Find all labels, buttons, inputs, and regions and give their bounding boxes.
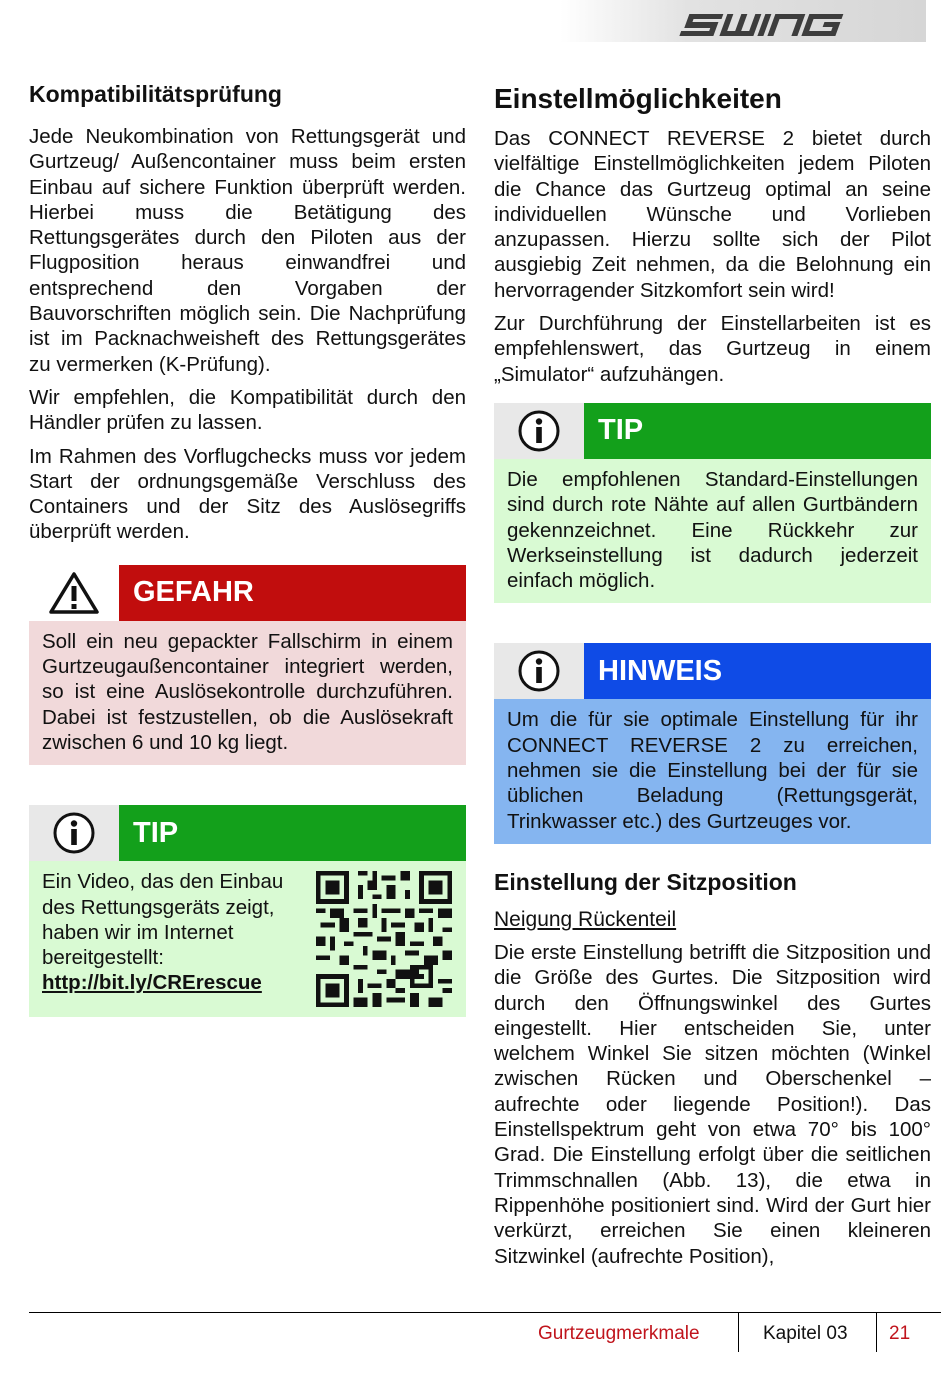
- section-heading: Einstellmöglichkeiten: [494, 83, 782, 114]
- danger-box-header: [29, 565, 466, 621]
- video-link[interactable]: http://bit.ly/CRErescue: [42, 971, 262, 995]
- subsection-heading: Einstellung der Sitzposition: [494, 868, 797, 895]
- info-icon: [494, 643, 584, 699]
- page-number: 21: [889, 1323, 911, 1344]
- qr-code[interactable]: [316, 871, 452, 1007]
- info-icon: [494, 403, 584, 459]
- tip-box-text: Die empfohlenen Standard-Einstellungen sind durch rote Nähte auf allen Gurtbändern gekennzeichnet. Eine Rückkehr zur Werkseinstellung ist dadurch jederzeit einfach möglich.: [494, 459, 931, 603]
- right-column: [494, 80, 931, 1277]
- tip-box-title: TIP: [119, 805, 466, 861]
- left-column: [29, 80, 466, 1017]
- paragraph: Zur Durchführung der Einstellarbeiten ist es empfehlenswert, das Gurtzeug in einem „Simulator“ aufzuhängen.: [494, 312, 931, 386]
- swing-logo: [677, 4, 877, 44]
- tip-box-title: TIP: [584, 403, 931, 459]
- footer-divider: [738, 1312, 739, 1352]
- note-box-header: [494, 643, 931, 699]
- tip-box-settings: [494, 403, 931, 603]
- footer-divider: [876, 1312, 877, 1352]
- tip-box-header: [494, 403, 931, 459]
- tip-box-text: Ein Video, das den Einbau des Rettungsgeräts zeigt, haben wir im Internet bereitgestellt:: [42, 870, 284, 970]
- paragraph: Im Rahmen des Vorflugchecks muss vor jedem Start der ordnungsgemäße Verschluss des Containers und der Sitz des Auslösegriffs überprüft werden.: [29, 444, 466, 544]
- footer-rule: [29, 1312, 941, 1313]
- paragraph: Jede Neukombination von Rettungsgerät und Gurtzeug/ Außencontainer muss beim ersten Einbau auf sichere Funktion überprüft werden. Hierbei muss die Betätigung des Rettungsgerätes durch den Piloten aus der Flugposition heraus einwandfrei und entsprechend den Vorgaben der Bauvorschriften möglich sein. Die Nachprüfung ist im Packnachweisheft des Rettungsgerätes zu vermerken (K-Prüfung).: [29, 125, 466, 376]
- footer-chapter: Kapitel 03: [763, 1323, 848, 1344]
- subsection-title: Neigung Rückenteil: [494, 907, 677, 931]
- info-icon: [29, 805, 119, 861]
- tip-box-video: [29, 805, 466, 1017]
- paragraph: Wir empfehlen, die Kompatibilität durch den Händler prüfen zu lassen.: [29, 385, 466, 435]
- danger-box-text: Soll ein neu gepackter Fallschirm in einem Gurtzeugaußencontainer integriert werden, so ist eine Auslösekontrolle durchzuführen. Dabei ist festzustellen, ob die Auslösekraft zwischen 6 und 10 kg liegt.: [29, 621, 466, 765]
- danger-box-title: GEFAHR: [119, 565, 466, 621]
- footer-section: Gurtzeugmerkmale: [538, 1323, 700, 1344]
- section-heading: Kompatibilitätsprüfung: [29, 81, 282, 107]
- tip-box-body: [29, 861, 466, 1017]
- warning-icon: [29, 565, 119, 621]
- note-box: [494, 643, 931, 843]
- note-box-text: Um die für sie optimale Einstellung für ihr CONNECT REVERSE 2 zu erreichen, nehmen sie die Einstellung bei der für sie üblichen Beladung (Rettungsgerät, Trinkwasser etc.) des Gurtzeuges vor.: [494, 699, 931, 843]
- note-box-title: HINWEIS: [584, 643, 931, 699]
- paragraph: Die erste Einstellung betrifft die Sitzposition und die Größe des Gurtes. Die Sitzposition wird durch den Öffnungswinkel des Gurtes eingestellt. Hier entscheiden Sie, unter welchem Winkel Sie sitzen möchten (Winkel zwischen Rücken und Oberschenkel – aufrechte oder liegende Position!). Das Einstellspektrum geht von etwa 70° bis 100° Grad. Die Einstellung erfolgt über die seitlichen Trimmschnallen (Abb. 13), die etwa in Rippenhöhe positioniert sind. Wird der Gurt hier verkürzt, erreichen Sie einen kleineren Sitzwinkel (aufrechte Position),: [494, 940, 931, 1268]
- paragraph: Das CONNECT REVERSE 2 bietet durch vielfältige Einstellmöglichkeiten jedem Piloten die Chance das Gurtzeug optimal an seine individuellen Wünsche und Vorlieben anzupassen. Hierzu sollte sich der Pilot ausgiebig Zeit nehmen, da die Belohnung ein hervorragender Sitzkomfort sein wird!: [494, 127, 931, 302]
- tip-box-header: [29, 805, 466, 861]
- danger-box: [29, 565, 466, 765]
